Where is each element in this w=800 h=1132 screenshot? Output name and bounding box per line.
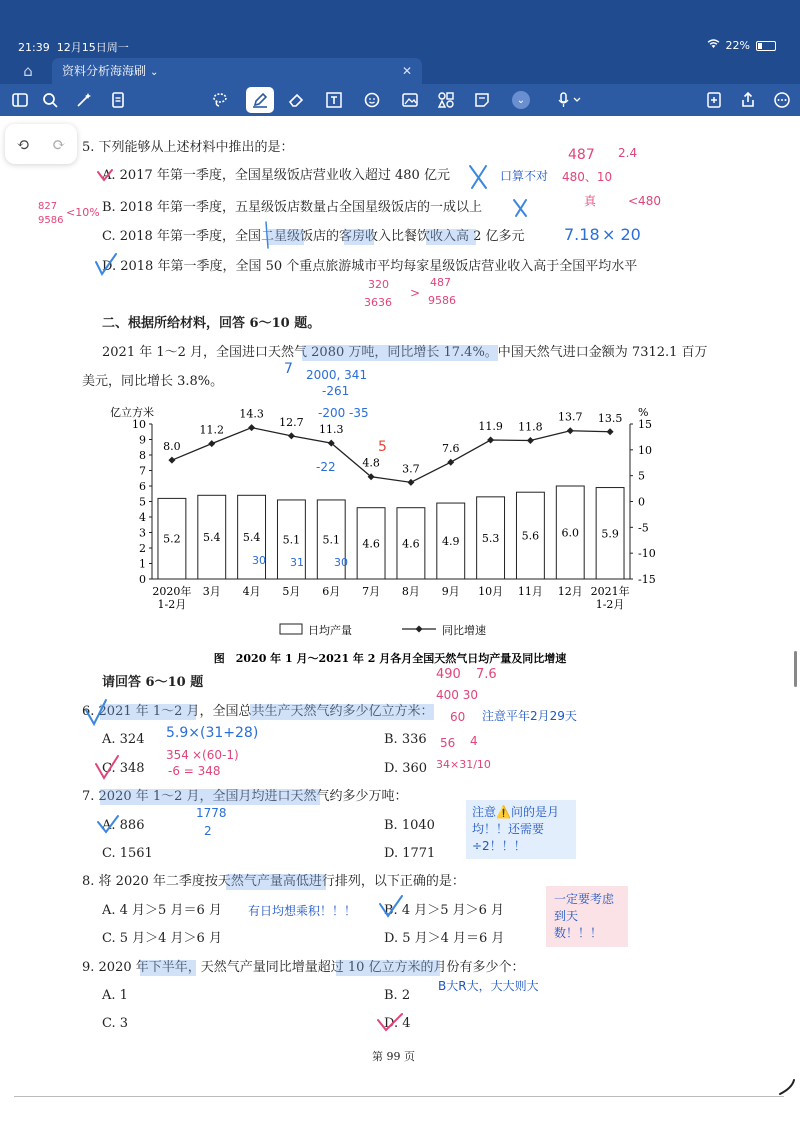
document-icon[interactable] bbox=[106, 88, 130, 112]
bar-value-label: 5.1 bbox=[282, 533, 301, 547]
line-value-label: 8.0 bbox=[163, 440, 181, 454]
line-value-label: 14.3 bbox=[239, 407, 264, 421]
handwriting-7-6: 7.6 bbox=[476, 667, 497, 682]
handwriting-7: 7 bbox=[284, 361, 293, 377]
q8-note: 有日均想乘积！！！ bbox=[248, 904, 357, 918]
left-tick-label: 9 bbox=[139, 433, 146, 447]
line-value-label: 11.2 bbox=[199, 423, 224, 437]
x-tick-label: 4月 bbox=[242, 585, 261, 598]
left-tick-label: 0 bbox=[139, 573, 146, 586]
q5-option-b: B. 2018 年第一季度，五星级饭店数量占全国星级饭店的一成以上 bbox=[102, 200, 483, 215]
handwriting-827: 827 bbox=[38, 201, 58, 212]
x-tick-label: 2020年 bbox=[152, 585, 192, 598]
sidebar-icon[interactable] bbox=[8, 88, 32, 112]
bar-value-label: 5.1 bbox=[322, 533, 340, 547]
left-tick-label: 2 bbox=[139, 542, 146, 555]
document-page[interactable] bbox=[0, 116, 800, 1132]
line-value-label: 7.6 bbox=[442, 442, 460, 456]
right-tick-label: 5 bbox=[638, 469, 645, 483]
line-value-label: 4.8 bbox=[362, 456, 380, 470]
more-options-icon[interactable] bbox=[770, 88, 794, 112]
q8-option-d: D. 5 月＞4 月＝6 月 bbox=[384, 931, 505, 946]
bar-value-label: 5.3 bbox=[481, 531, 500, 545]
tab-bar bbox=[0, 58, 800, 84]
battery-text: 22% bbox=[725, 39, 750, 52]
line-value-label: 13.5 bbox=[597, 411, 623, 425]
handwriting-487b: 487 bbox=[430, 276, 451, 289]
right-tick-label: 10 bbox=[638, 443, 652, 457]
q5-option-d: D. 2018 年第一季度，全国 50 个重点旅游城市平均每家星级饭店营业收入高于全国平均水平 bbox=[102, 259, 638, 274]
left-tick-label: 4 bbox=[139, 511, 146, 524]
legend-bar-label: 日均产量 bbox=[308, 624, 352, 637]
eraser-icon[interactable] bbox=[284, 88, 308, 112]
bar-value-label: 5.4 bbox=[242, 531, 261, 545]
right-tick-label: 0 bbox=[638, 495, 645, 509]
handwriting-480-10: 480、10 bbox=[562, 170, 613, 184]
handwriting-487: 487 bbox=[568, 147, 595, 163]
q5-option-c: C. 2018 年第一季度，全国二星级饭店的客房收入比餐饮收入高 2 亿多元 bbox=[102, 229, 525, 244]
tab-title: 资料分析海海刷 bbox=[62, 64, 147, 78]
bar-value-label: 5.6 bbox=[521, 529, 540, 543]
bar-value-label: 6.0 bbox=[561, 526, 579, 540]
q6-note: 注意平年2月29天 bbox=[482, 709, 577, 723]
section2-heading: 二、根据所给材料，回答 6～10 题。 bbox=[102, 316, 321, 331]
line-value-label: 11.9 bbox=[478, 420, 503, 434]
line-value-label: 11.8 bbox=[518, 420, 543, 434]
handwriting-x20: × 20 bbox=[602, 225, 641, 244]
bar-value-label: 5.2 bbox=[163, 532, 181, 546]
q7-note: 注意⚠️问的是月 均！！还需要 ÷2！！！ bbox=[466, 800, 576, 859]
x-tick-label: 2021年 bbox=[590, 585, 630, 598]
bar-value-label: 5.9 bbox=[601, 527, 619, 541]
q9-stem: 9. 2020 年下半年，天然气产量同比增量超过 10 亿立方米的月份有多少个： bbox=[82, 960, 525, 975]
q5-stem: 5. 下列能够从上述材料中推出的是： bbox=[82, 140, 294, 155]
x-tick-label: 1-2月 bbox=[595, 598, 625, 611]
q8-option-a: A. 4 月＞5 月＝6 月 bbox=[102, 903, 222, 918]
handwriting-x60: ×(60-1) bbox=[192, 748, 239, 762]
check-mark bbox=[86, 700, 106, 724]
handwriting-354: 354 bbox=[166, 748, 189, 762]
share-icon[interactable] bbox=[736, 88, 760, 112]
handwriting-5-9x: 5.9×(31+28) bbox=[166, 725, 259, 741]
handwriting-lt10: <10% bbox=[66, 206, 100, 219]
chart-title: 图 2020 年 1 月～2021 年 2 月各月全国天然气日均产量及同比增速 bbox=[213, 652, 567, 665]
handwriting-5: 5 bbox=[378, 439, 387, 455]
right-tick-label: -15 bbox=[638, 573, 656, 586]
left-tick-label: 5 bbox=[139, 495, 146, 509]
lasso-icon[interactable] bbox=[208, 88, 232, 112]
status-bar bbox=[0, 0, 800, 58]
chevron-down-icon[interactable]: ⌄ bbox=[150, 67, 159, 78]
textbox-icon[interactable] bbox=[322, 88, 346, 112]
note-icon[interactable] bbox=[470, 88, 494, 112]
page-number: 第 99 页 bbox=[372, 1050, 415, 1063]
q9-option-a: A. 1 bbox=[102, 988, 128, 1003]
add-page-icon[interactable] bbox=[702, 88, 726, 112]
x-tick-label: 12月 bbox=[557, 585, 583, 598]
q5-note-a: 口算不对 bbox=[500, 169, 549, 183]
handwriting-348: -6 = 348 bbox=[168, 764, 221, 778]
left-tick-label: 3 bbox=[139, 526, 146, 540]
handwriting-30a: 30 bbox=[252, 554, 266, 567]
handwriting-true: 真 bbox=[584, 194, 597, 208]
pen-icon[interactable] bbox=[246, 87, 274, 113]
left-tick-label: 6 bbox=[139, 480, 146, 493]
undo-icon[interactable]: ⟲ bbox=[16, 134, 30, 154]
undo-bottom-mark bbox=[780, 1080, 794, 1094]
x-tick-label: 8月 bbox=[401, 585, 420, 598]
cross-mark bbox=[470, 166, 486, 188]
right-tick-label: -5 bbox=[638, 521, 649, 535]
more-chevron-icon[interactable]: ⌄ bbox=[512, 91, 530, 109]
section2-para2: 美元，同比增长 3.8%。 bbox=[82, 374, 224, 389]
q5-option-a: A. 2017 年第一季度，全国星级饭店营业收入超过 480 亿元 bbox=[102, 168, 450, 183]
left-tick-label: 7 bbox=[139, 464, 146, 478]
check-mark bbox=[98, 816, 118, 832]
x-tick-label: 1-2月 bbox=[157, 598, 187, 611]
handwriting-9586: 9586 bbox=[38, 215, 64, 226]
q6-stem: 6. 2021 年 1～2 月，全国总共生产天然气约多少亿立方米： bbox=[82, 704, 434, 719]
q9-option-c: C. 3 bbox=[102, 1016, 129, 1031]
q7-stem: 7. 2020 年 1～2 月，全国月均进口天然气约多少万吨： bbox=[82, 789, 408, 804]
check-mark bbox=[96, 756, 118, 778]
q9-option-d: D. 4 bbox=[384, 1016, 411, 1031]
handwriting-2000: 2000, 341 bbox=[306, 368, 368, 382]
handwriting-34x31: 34×31/10 bbox=[436, 758, 491, 771]
battery-icon bbox=[756, 41, 776, 51]
handwriting-neg200: -200 -35 bbox=[318, 406, 369, 420]
q6-option-c: C. 348 bbox=[102, 761, 145, 776]
x-tick-label: 11月 bbox=[517, 585, 543, 598]
handwriting-1778: 1778 bbox=[196, 806, 227, 820]
q8-option-c: C. 5 月＞4 月＞6 月 bbox=[102, 931, 222, 946]
q8-option-b: B. 4 月＞5 月＞6 月 bbox=[384, 903, 505, 918]
handwriting-7-18: 7.18 bbox=[564, 225, 600, 244]
handwriting-4: 4 bbox=[470, 734, 478, 748]
check-mark bbox=[380, 896, 402, 916]
handwriting-30b: 30 bbox=[334, 556, 348, 569]
x-tick-label: 7月 bbox=[362, 585, 381, 598]
left-tick-label: 8 bbox=[139, 449, 146, 462]
handwriting-2: 2 bbox=[204, 824, 212, 838]
handwriting-2-4: 2.4 bbox=[618, 146, 638, 160]
handwriting-320: 320 bbox=[368, 278, 389, 291]
y-axis-left-label: 亿立方米 bbox=[110, 406, 154, 419]
q6-option-a: A. 324 bbox=[102, 732, 145, 747]
handwriting-56: 56 bbox=[440, 736, 456, 750]
handwriting-neg22: -22 bbox=[316, 460, 336, 474]
handwriting-490: 490 bbox=[436, 667, 461, 682]
q7-option-b: B. 1040 bbox=[384, 818, 435, 833]
toolbar bbox=[0, 84, 800, 116]
wifi-icon bbox=[707, 39, 720, 52]
x-tick-label: 6月 bbox=[322, 585, 341, 598]
left-tick-label: 1 bbox=[139, 557, 146, 571]
right-tick-label: 15 bbox=[638, 418, 652, 431]
right-tick-label: -10 bbox=[638, 547, 656, 561]
tab-document[interactable] bbox=[52, 58, 422, 84]
ink-stroke bbox=[266, 222, 268, 248]
q9-note: B大R大，大大则大 bbox=[438, 979, 539, 993]
bar-value-label: 4.6 bbox=[402, 537, 420, 551]
q7-option-c: C. 1561 bbox=[102, 846, 153, 861]
q8-note2: 一定要考虑 到天 数！！！ bbox=[546, 886, 628, 947]
search-icon[interactable] bbox=[38, 88, 62, 112]
magic-icon[interactable] bbox=[72, 88, 96, 112]
q9-option-b: B. 2 bbox=[384, 988, 411, 1003]
handwriting-lt480: <480 bbox=[628, 194, 661, 208]
status-time: 21:39 12月15日周一 bbox=[18, 41, 129, 54]
q6-option-b: B. 336 bbox=[384, 732, 427, 747]
line-value-label: 12.7 bbox=[279, 415, 304, 429]
q7-option-d: D. 1771 bbox=[384, 846, 436, 861]
bar-value-label: 4.6 bbox=[362, 537, 380, 551]
line-value-label: 3.7 bbox=[402, 462, 420, 476]
handwriting-gt: > bbox=[410, 286, 421, 300]
check-mark bbox=[96, 254, 116, 274]
legend-line-label: 同比增速 bbox=[442, 624, 486, 637]
handwriting-60: 60 bbox=[450, 710, 466, 724]
x-tick-label: 9月 bbox=[441, 585, 460, 598]
scrollbar-thumb[interactable] bbox=[794, 651, 797, 687]
q6-option-d: D. 360 bbox=[384, 761, 428, 776]
x-tick-label: 5月 bbox=[282, 585, 301, 598]
cross-mark bbox=[514, 200, 526, 216]
annotation-marks bbox=[0, 116, 800, 1132]
shapes-icon[interactable] bbox=[434, 88, 458, 112]
handwriting-31: 31 bbox=[290, 556, 304, 569]
questions-heading: 请回答 6～10 题 bbox=[102, 675, 204, 690]
check-mark bbox=[378, 1014, 402, 1030]
handwriting-neg261: -261 bbox=[322, 384, 350, 398]
redo-icon[interactable]: ⟳ bbox=[52, 134, 66, 154]
status-right bbox=[707, 39, 776, 52]
line-value-label: 11.3 bbox=[319, 423, 344, 437]
x-tick-label: 10月 bbox=[478, 585, 504, 598]
handwriting-3636: 3636 bbox=[364, 296, 392, 309]
bar-value-label: 4.9 bbox=[442, 535, 460, 549]
q8-stem: 8. 将 2020 年二季度按天然气产量高低进行排列，以下正确的是： bbox=[82, 874, 465, 889]
image-icon[interactable] bbox=[398, 88, 422, 112]
close-tab-icon[interactable]: ✕ bbox=[401, 64, 412, 78]
handwriting-400-30: 400 30 bbox=[436, 688, 478, 702]
sticker-icon[interactable] bbox=[360, 88, 384, 112]
x-tick-label: 3月 bbox=[202, 585, 221, 598]
check-mark bbox=[98, 170, 112, 180]
section2-para1: 2021 年 1～2 月，全国进口天然气 2080 万吨，同比增长 17.4%。中国天然气进口金额为 7312.1 百万 bbox=[102, 345, 708, 360]
y-axis-right-label: % bbox=[638, 406, 649, 419]
left-tick-label: 10 bbox=[132, 418, 146, 431]
bar-value-label: 5.4 bbox=[203, 531, 221, 545]
q7-option-a: A. 886 bbox=[102, 818, 145, 833]
handwriting-9586b: 9586 bbox=[428, 294, 456, 307]
microphone-icon[interactable] bbox=[552, 88, 588, 112]
line-value-label: 13.7 bbox=[558, 410, 583, 424]
home-icon[interactable]: ⌂ bbox=[23, 62, 33, 80]
